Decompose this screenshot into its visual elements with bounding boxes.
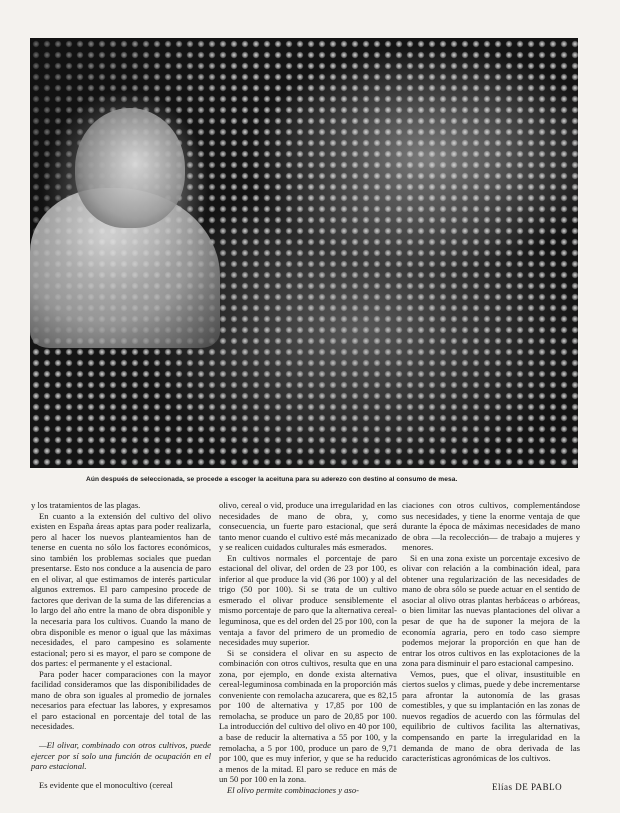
- paragraph: En cuanto a la extensión del cultivo del olivo existen en España áreas aptas para poder realizarla, pero al hacer los nuevos planteamientos han de tenerse en cuenta no sólo los factores económicos, sino también los problemas sociales que puedan presentarse. Esto nos conduce a la ausencia de paro en el olivar, al que estimamos de interés particular algunos extremos. El paro campesino procede de factores que derivan de la suma de las diferencias a lo largo del año entre la mano de obra disponible y la necesaria para los cultivos. Cuando la mano de obra disponible es menor o igual que las máximas necesidades, el paro campesino es solamente estacional; pero si es mayor, el paro se compone de dos partes: el permanente y el estacional.: [31, 510, 211, 669]
- article-column-2: [219, 500, 397, 795]
- paragraph: —El olivar, combinado con otros cultivos, puede ejercer por sí solo una función de ocupación en el paro estacional.: [31, 740, 211, 772]
- photo-caption: Aún después de seleccionada, se procede a escoger la aceituna para su aderezo con destino al consumo de mesa.: [86, 476, 458, 483]
- paragraph: olivo, cereal o vid, produce una irregularidad en las necesidades de mano de obra, y, como consecuencia, un fuerte paro estacional, que será tanto menor cuando el cultivo esté más mecanizado y se realicen cuidados culturales más esmerados.: [219, 500, 397, 553]
- paragraph: ciaciones con otros cultivos, complementándose sus necesidades, y tiene la enorme ventaja de que durante la época de máximas necesidades de mano de obra —la recolección— de trabajo a mujeres y menores.: [402, 500, 580, 553]
- article-column-3: [402, 500, 580, 764]
- olive-harvest-photo: [30, 38, 578, 468]
- article-column-1: [31, 500, 211, 790]
- paragraph: y los tratamientos de las plagas.: [31, 500, 141, 510]
- paragraph: Si se considera el olivar en su aspecto de combinación con otros cultivos, resulta que en una zona, por ejemplo, en donde exista alternativa cereal-leguminosa combinada en la proporción más conveniente con remolacha azucarera, que es 82,15 por 100 de alternativa y 17,85 por 100 de remolacha, se produce un paro de 20,85 por 100. La introducción del cultivo del olivo en 40 por 100, a base de reducir la alternativa a 55 por 100, y la remolacha, a 5 por 100, produce un paro de 9,71 por 100, que es muy inferior, y que se ha reducido a menos de la mitad. El paro se reduce en más de un 50 por 100 en la zona.: [219, 647, 397, 785]
- paragraph: En cultivos normales el porcentaje de paro estacional del olivar, del orden de 23 por 100, es inferior al que produce la vid (36 por 100) y al del trigo (50 por 100). Si se trata de un cultivo esmerado el olivar produce sensiblemente el mismo porcentaje de paro que la alternativa cereal-leguminosa, que es del orden del 25 por 100, con la ventaja a favor del primero de un promedio de necesidades muy superior.: [219, 552, 397, 648]
- worker-head: [75, 108, 185, 228]
- paragraph: Si en una zona existe un porcentaje excesivo de olivar con relación a la combinación ideal, para obtener una regularización de las necesidades de mano de obra sólo se puede actuar en el sentido de asociar al olivo otras plantas herbáceas o arbóreas, o bien limitar las nuevas plantaciones del olivar a pesar de que ha de suponer la mejora de la economía agraria, pero en todo caso siempre podemos mejorar la proporción en que han de entrar los otros cultivos en las explotaciones de la zona para disminuir el paro estacional campesino.: [402, 552, 580, 669]
- paragraph: El olivo permite combinaciones y aso-: [227, 784, 359, 795]
- author-signature: Elías DE PABLO: [492, 782, 563, 792]
- paragraph: Es evidente que el monocultivo (cereal: [39, 779, 173, 790]
- paragraph: Vemos, pues, que el olivar, insustituible en ciertos suelos y climas, puede y debe incrementarse para afrontar la autonomía de las grasas comestibles, y que su implantación en las zonas de nuevos regadíos de acuerdo con las fórmulas del equilibrio de cultivos facilita las alternativas, compensando en parte la irregularidad en la demanda de mano de obra derivada de las características agronómicas de los cultivos.: [402, 668, 580, 764]
- paragraph: Para poder hacer comparaciones con la mayor facilidad consideramos que las disponibilidades de mano de obra son iguales al promedio de jornales necesarios para efectuar las labores, y expresamos el paro estacional en porcentaje del total de las necesidades.: [31, 668, 211, 732]
